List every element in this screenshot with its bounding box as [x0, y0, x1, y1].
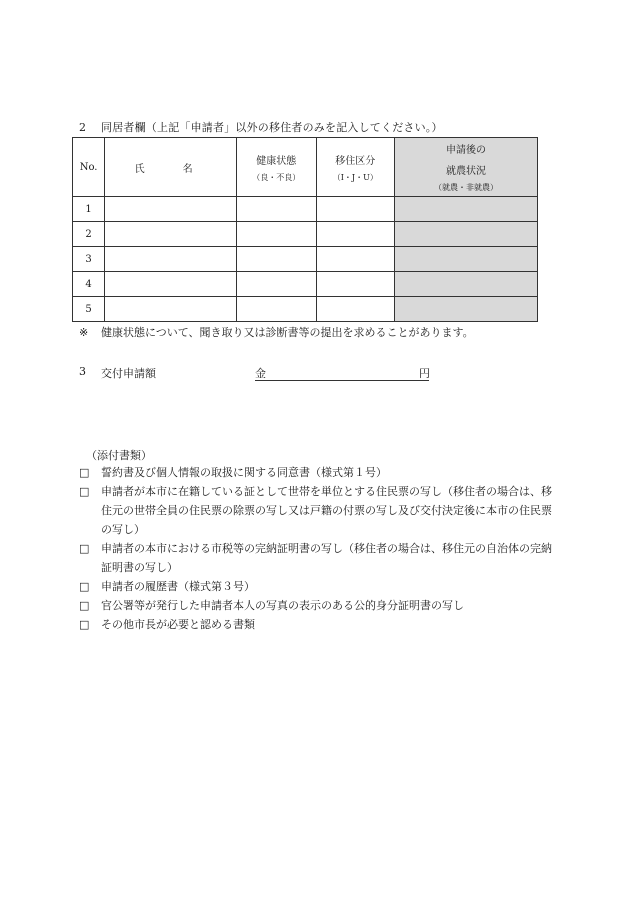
row-number: 2 [73, 222, 105, 247]
attachments-title: （添付書類） [86, 449, 152, 462]
attachments-list [79, 463, 559, 634]
health-note [79, 324, 474, 340]
checkbox-icon[interactable]: □ [79, 599, 90, 612]
section-2-title: 同居者欄（上記「申請者」以外の移住者のみを記入してください。） [101, 121, 443, 134]
table-row [73, 197, 538, 222]
list-item [79, 482, 559, 539]
table-header-row [73, 138, 538, 197]
header-no: No. [73, 138, 105, 197]
section-3-number: 3 [79, 365, 86, 378]
header-health [237, 138, 317, 197]
name-cell[interactable] [105, 197, 237, 222]
header-farm [395, 138, 538, 197]
checkbox-icon[interactable]: □ [79, 466, 90, 479]
row-number: 1 [73, 197, 105, 222]
table-row [73, 272, 538, 297]
section-2-heading [79, 119, 443, 135]
move-cell[interactable] [316, 222, 395, 247]
health-cell[interactable] [237, 197, 317, 222]
list-item [79, 539, 559, 577]
farm-cell[interactable] [395, 222, 538, 247]
farm-cell[interactable] [395, 297, 538, 322]
farm-cell[interactable] [395, 197, 538, 222]
header-move [316, 138, 395, 197]
table-row [73, 297, 538, 322]
amount-suffix: 円 [419, 367, 430, 380]
farm-cell[interactable] [395, 247, 538, 272]
table-row [73, 247, 538, 272]
attachment-text: 申請者の本市における市税等の完納証明書の写し（移住者の場合は、移住元の自治体の完納証明書の写し） [101, 542, 552, 574]
list-item [79, 577, 559, 596]
note-mark: ※ [79, 326, 89, 339]
name-cell[interactable] [105, 272, 237, 297]
header-health-label: 健康状態 [256, 155, 297, 167]
checkbox-icon[interactable]: □ [79, 542, 90, 555]
move-cell[interactable] [316, 247, 395, 272]
row-number: 3 [73, 247, 105, 272]
name-cell[interactable] [105, 247, 237, 272]
resident-table [72, 137, 538, 322]
header-health-sub: （良・不良） [252, 172, 301, 182]
section-3-amount [79, 365, 439, 385]
checkbox-icon[interactable]: □ [79, 618, 90, 631]
header-move-sub: （I・J・U） [332, 172, 378, 182]
name-cell[interactable] [105, 222, 237, 247]
amount-label: 交付申請額 [101, 367, 156, 380]
header-farm-line1: 申請後の [446, 145, 487, 156]
health-cell[interactable] [237, 297, 317, 322]
header-move-label: 移住区分 [335, 155, 376, 167]
checkbox-icon[interactable]: □ [79, 580, 90, 593]
amount-field[interactable] [255, 380, 429, 381]
checkbox-icon[interactable]: □ [79, 485, 90, 498]
note-text: 健康状態について、聞き取り又は診断書等の提出を求めることがあります。 [101, 326, 474, 339]
health-cell[interactable] [237, 222, 317, 247]
list-item [79, 596, 559, 615]
attachment-text: 申請者が本市に在籍している証として世帯を単位とする住民票の写し（移住者の場合は、移住元の世帯全員の住民票の除票の写し又は戸籍の付票の写し及び交付決定後に本市の住民票の写し） [101, 485, 552, 536]
attachment-text: 誓約書及び個人情報の取扱に関する同意書（様式第１号） [101, 466, 387, 479]
farm-cell[interactable] [395, 272, 538, 297]
name-cell[interactable] [105, 297, 237, 322]
move-cell[interactable] [316, 297, 395, 322]
attachment-text: 官公署等が発行した申請者本人の写真の表示のある公的身分証明書の写し [101, 599, 464, 612]
header-name [105, 138, 237, 197]
header-farm-line2: 就農状況 [446, 166, 487, 177]
row-number: 5 [73, 297, 105, 322]
health-cell[interactable] [237, 272, 317, 297]
move-cell[interactable] [316, 197, 395, 222]
row-number: 4 [73, 272, 105, 297]
header-name-label: 氏 名 [134, 163, 207, 175]
list-item [79, 463, 559, 482]
list-item [79, 615, 559, 634]
amount-prefix: 金 [255, 367, 266, 380]
move-cell[interactable] [316, 272, 395, 297]
health-cell[interactable] [237, 247, 317, 272]
table-row [73, 222, 538, 247]
section-2-number: 2 [79, 121, 87, 134]
attachment-text: その他市長が必要と認める書類 [101, 618, 255, 631]
header-farm-sub: （就農・非就農） [434, 183, 499, 192]
attachment-text: 申請者の履歴書（様式第３号） [101, 580, 255, 593]
